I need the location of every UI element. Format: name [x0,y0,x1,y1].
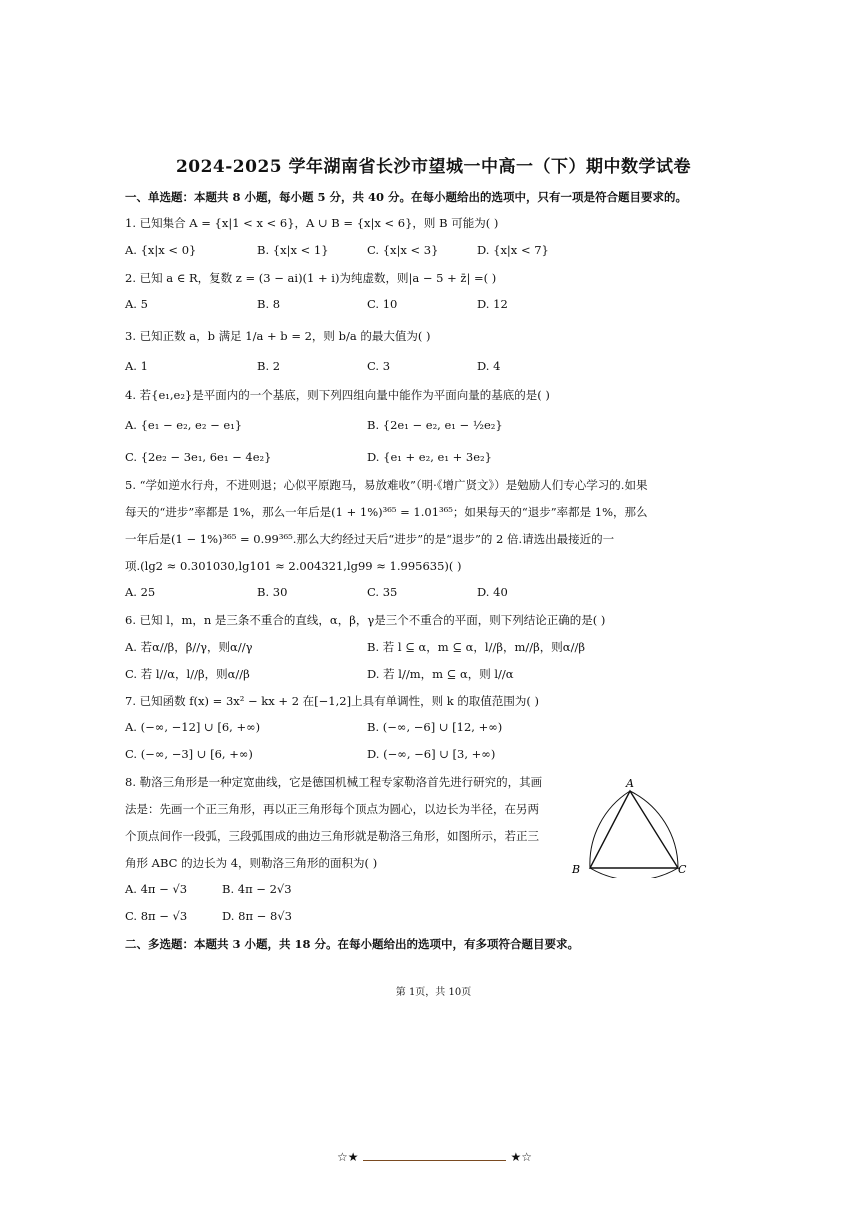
question-4-option-a: A. {e₁ − e₂, e₂ − e₁} [125,418,243,432]
vertex-label-c: C [678,863,687,876]
equilateral-triangle [590,791,678,868]
question-5-line-1: 5. “学如逆水行舟，不进则退；心似平原跑马，易放难收”（明·《增广贤文》）是勉励人们专心学习的.如果 [125,478,648,492]
reuleaux-triangle-figure [570,773,690,878]
question-5-option-b: B. 30 [257,585,288,599]
question-3-stem: 3. 已知正数 a，b 满足 1/a + b = 2，则 b/a 的最大值为( ) [125,329,431,343]
question-5-option-d: D. 40 [477,585,508,599]
question-8-line-3: 个顶点间作一段弧，三段弧围成的曲边三角形就是勒洛三角形，如图所示，若正三 [125,829,539,843]
question-8-option-d: D. 8π − 8√3 [222,909,292,923]
question-6-option-a: A. 若α//β，β//γ，则α//γ [125,640,253,654]
question-1-stem: 1. 已知集合 A = {x|1 < x < 6}，A ∪ B = {x|x < 6}，则 B 可能为( ) [125,216,499,230]
reuleaux-arcs [590,791,678,878]
question-8-line-2: 法是：先画一个正三角形，再以正三角形每个顶点为圆心，以边长为半径，在另两 [125,802,539,816]
question-5-line-3: 一年后是(1 − 1%)³⁶⁵ = 0.99³⁶⁵.那么大约经过天后“进步”的是“退步”的 2 倍.请选出最接近的一 [125,532,615,546]
question-2-option-c: C. 10 [367,297,398,311]
question-8-line-1: 8. 勒洛三角形是一种定宽曲线，它是德国机械工程专家勒洛首先进行研究的，其画 [125,775,543,789]
question-6-stem: 6. 已知 l，m，n 是三条不重合的直线，α，β，γ是三个不重合的平面，则下列结论正确的是( ) [125,613,606,627]
question-8-line-4: 角形 ABC 的边长为 4，则勒洛三角形的面积为( ) [125,856,378,870]
question-1-option-b: B. {x|x < 1} [257,243,329,257]
question-4-stem: 4. 若{e₁,e₂}是平面内的一个基底，则下列四组向量中能作为平面向量的基底的是( ) [125,388,550,402]
question-2-option-b: B. 8 [257,297,281,311]
question-1-option-c: C. {x|x < 3} [367,243,439,257]
question-7-option-b: B. (−∞, −6] ∪ [12, +∞) [367,720,503,734]
question-5-option-a: A. 25 [125,585,156,599]
question-1-option-d: D. {x|x < 7} [477,243,549,257]
question-5-line-4: 项.(lg2 ≈ 0.301030,lg101 ≈ 2.004321,lg99 ≈ 1.995635)( ) [125,559,462,573]
question-3-option-c: C. 3 [367,359,391,373]
question-3-option-a: A. 1 [125,359,148,373]
question-7-stem: 7. 已知函数 f(x) = 3x² − kx + 2 在[−1,2]上具有单调性，则 k 的取值范围为( ) [125,694,539,708]
question-8-option-a: A. 4π − √3 [125,882,188,896]
question-5-option-c: C. 35 [367,585,398,599]
question-5-line-2: 每天的“进步”率都是 1%，那么一年后是(1 + 1%)³⁶⁵ = 1.01³⁶⁵；如果每天的“退步”率都是 1%，那么 [125,505,648,519]
question-4-option-c: C. {2e₂ − 3e₁, 6e₁ − 4e₂} [125,450,272,464]
question-7-option-c: C. (−∞, −3] ∪ [6, +∞) [125,747,253,761]
question-3-option-d: D. 4 [477,359,501,373]
question-2-stem: 2. 已知 a ∈ R，复数 z = (3 − ai)(1 + i)为纯虚数，则|a − 5 + z̄| =( ) [125,271,497,285]
question-2-option-d: D. 12 [477,297,508,311]
bottom-decoration [337,1152,532,1168]
section-heading-single-choice: 一、单选题：本题共 8 小题，每小题 5 分，共 40 分。在每小题给出的选项中，只有一项是符合题目要求的。 [125,190,688,204]
question-3-option-b: B. 2 [257,359,281,373]
question-2-option-a: A. 5 [125,297,148,311]
question-7-option-d: D. (−∞, −6] ∪ [3, +∞) [367,747,496,761]
question-7-option-a: A. (−∞, −12] ∪ [6, +∞) [125,720,261,734]
section-heading-multiple-choice: 二、多选题：本题共 3 小题，共 18 分。在每小题给出的选项中，有多项符合题目要求。 [125,937,580,951]
divider [363,1160,506,1161]
exam-title: 2024-2025 学年湖南省长沙市望城一中高一（下）期中数学试卷 [175,157,692,177]
question-8-option-c: C. 8π − √3 [125,909,188,923]
star-icon-right: ★☆ [510,1150,532,1164]
question-6-option-b: B. 若 l ⊆ α，m ⊆ α，l//β，m//β，则α//β [367,640,585,654]
star-icon-left: ☆★ [337,1150,359,1164]
question-8-option-b: B. 4π − 2√3 [222,882,292,896]
question-1-option-a: A. {x|x < 0} [125,243,197,257]
question-4-option-d: D. {e₁ + e₂, e₁ + 3e₂} [367,450,492,464]
question-4-option-b: B. {2e₁ − e₂, e₁ − ½e₂} [367,418,503,432]
question-6-option-d: D. 若 l//m，m ⊆ α，则 l//α [367,667,514,681]
question-6-option-c: C. 若 l//α，l//β，则α//β [125,667,250,681]
vertex-label-a: A [626,777,634,790]
page-footer: 第 1页，共 10页 [395,987,472,998]
vertex-label-b: B [572,863,581,876]
